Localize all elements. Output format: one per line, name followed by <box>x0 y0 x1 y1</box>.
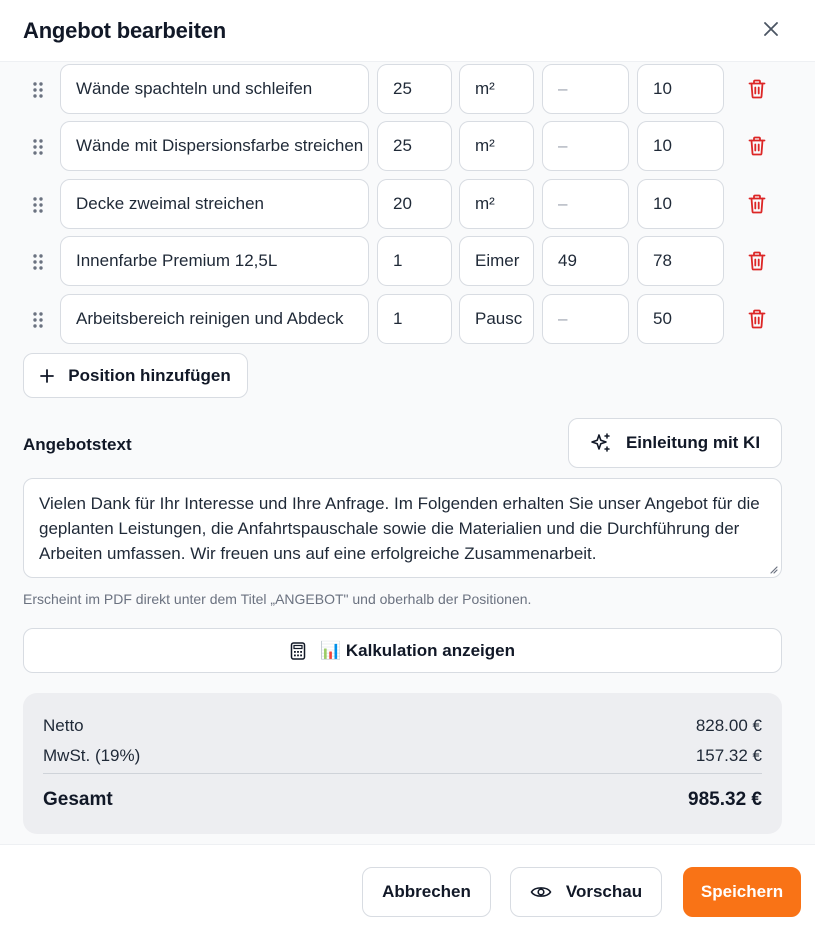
drag-handle-icon[interactable] <box>31 311 45 329</box>
drag-handle-icon[interactable] <box>31 196 45 214</box>
drag-handle-icon[interactable] <box>31 253 45 271</box>
position-row <box>0 179 815 229</box>
cancel-button[interactable] <box>362 867 491 917</box>
preview-label: Vorschau <box>565 882 643 901</box>
vat-label: MwSt. (19%) <box>43 746 141 765</box>
ai-intro-button[interactable] <box>568 418 782 468</box>
eye-icon <box>530 884 552 900</box>
offer-text-hint: Erscheint im PDF direkt unter dem Titel „ANGEBOT" und oberhalb der Positionen. <box>23 591 532 607</box>
summary-divider <box>43 773 762 774</box>
vat-value: 157.32 € <box>695 746 762 765</box>
plus-icon <box>40 369 54 383</box>
dialog-header <box>0 0 815 62</box>
position-unit-input[interactable]: Pausc <box>459 294 534 344</box>
show-calculation-label: 📊 Kalkulation anzeigen <box>320 640 515 660</box>
ai-intro-label: Einleitung mit KI <box>625 433 761 452</box>
position-total-input[interactable]: 10 <box>637 121 724 171</box>
position-description-input[interactable]: Arbeitsbereich reinigen und Abdeck <box>60 294 369 344</box>
total-label: Gesamt <box>43 789 113 810</box>
position-description-input[interactable]: Innenfarbe Premium 12,5L <box>60 236 369 286</box>
trash-icon[interactable] <box>748 79 766 99</box>
close-icon <box>764 22 778 36</box>
net-row <box>43 716 762 736</box>
show-calculation-button[interactable] <box>23 628 782 673</box>
offer-text-value: Vielen Dank für Ihr Interesse und Ihre Anfrage. Im Folgenden erhalten Sie unser Angebot für die geplanten Leistungen, die Anfahrtspauschale sowie die Materialien und die Durchführung der Arbeiten umfassen. Wir freuen uns auf eine erfolgreiche Zusammenarbeit. <box>39 494 760 563</box>
totals-summary <box>23 693 782 834</box>
drag-handle-icon[interactable] <box>31 138 45 156</box>
position-total-input[interactable]: 78 <box>637 236 724 286</box>
position-row <box>0 294 815 344</box>
resize-handle-icon[interactable] <box>768 564 778 574</box>
offer-text-textarea[interactable] <box>23 478 782 578</box>
position-unit-input[interactable]: m² <box>459 64 534 114</box>
total-value: 985.32 € <box>688 789 762 810</box>
position-unit-price-input[interactable]: – <box>542 121 629 171</box>
position-unit-price-input[interactable]: – <box>542 179 629 229</box>
position-unit-input[interactable]: Eimer <box>459 236 534 286</box>
trash-icon[interactable] <box>748 136 766 156</box>
position-row <box>0 236 815 286</box>
position-description-input[interactable]: Decke zweimal streichen <box>60 179 369 229</box>
position-quantity-input[interactable]: 20 <box>377 179 452 229</box>
position-description-input[interactable]: Wände mit Dispersionsfarbe streichen <box>60 121 369 171</box>
sparkles-icon <box>590 432 612 454</box>
position-quantity-input[interactable]: 25 <box>377 121 452 171</box>
position-quantity-input[interactable]: 1 <box>377 294 452 344</box>
net-label: Netto <box>43 716 84 735</box>
position-total-input[interactable]: 10 <box>637 64 724 114</box>
position-unit-price-input[interactable]: – <box>542 64 629 114</box>
offer-text-label: Angebotstext <box>23 435 132 454</box>
close-button[interactable] <box>758 16 784 42</box>
dialog-footer <box>0 844 815 926</box>
position-description-input[interactable]: Wände spachteln und schleifen <box>60 64 369 114</box>
preview-button[interactable] <box>510 867 662 917</box>
position-unit-price-input[interactable]: – <box>542 294 629 344</box>
net-value: 828.00 € <box>695 716 762 735</box>
position-unit-price-input[interactable]: 49 <box>542 236 629 286</box>
position-quantity-input[interactable]: 1 <box>377 236 452 286</box>
position-total-input[interactable]: 10 <box>637 179 724 229</box>
drag-handle-icon[interactable] <box>31 81 45 99</box>
trash-icon[interactable] <box>748 194 766 214</box>
calculator-icon <box>290 642 306 660</box>
trash-icon[interactable] <box>748 251 766 271</box>
trash-icon[interactable] <box>748 309 766 329</box>
add-position-button[interactable] <box>23 353 248 398</box>
vat-row <box>43 746 762 766</box>
position-row <box>0 121 815 171</box>
dialog-title: Angebot bearbeiten <box>23 18 226 43</box>
cancel-label: Abbrechen <box>382 882 471 901</box>
position-unit-input[interactable]: m² <box>459 121 534 171</box>
position-quantity-input[interactable]: 25 <box>377 64 452 114</box>
total-row <box>43 789 762 811</box>
position-unit-input[interactable]: m² <box>459 179 534 229</box>
position-total-input[interactable]: 50 <box>637 294 724 344</box>
save-button[interactable] <box>683 867 801 917</box>
add-position-label: Position hinzufügen <box>68 365 231 385</box>
position-row <box>0 64 815 114</box>
save-label: Speichern <box>700 882 784 901</box>
